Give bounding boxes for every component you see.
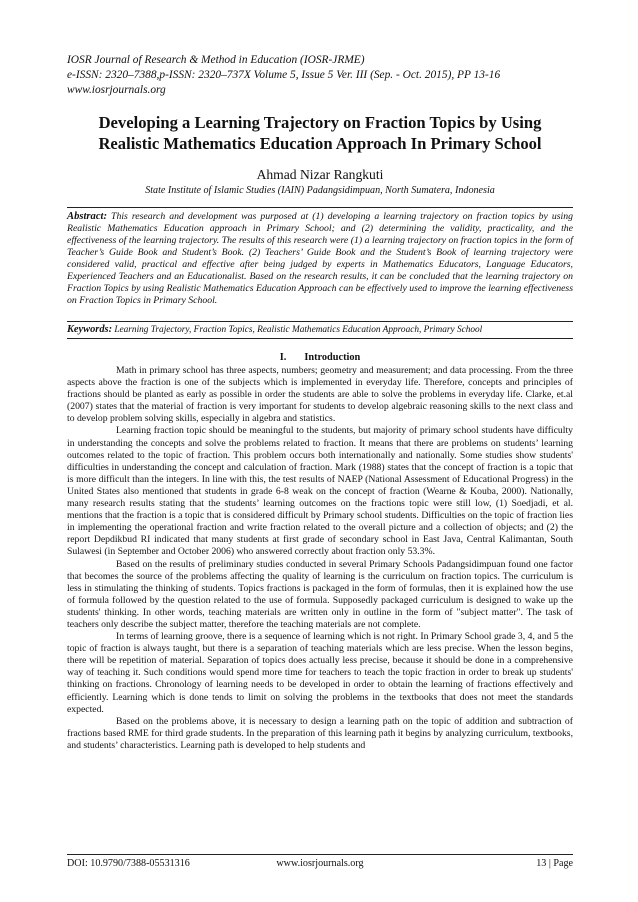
footer-rule — [67, 854, 573, 855]
keywords-label: Keywords: — [67, 324, 113, 335]
journal-header — [67, 53, 573, 98]
abstract-label: Abstract: — [67, 211, 108, 222]
journal-name: IOSR Journal of Research & Method in Education (IOSR-JRME) — [67, 54, 365, 66]
author-name: Ahmad Nizar Rangkuti — [256, 167, 384, 182]
abstract-text: This research and development was purposed at (1) developing a learning trajectory on fraction topics by using Realistic Mathematics Education approach in Primary School; and (2) determining the validity, practicality, and the effectiveness of the learning trajectory. The results of this research were (1) a learning trajectory on fraction topics in the form of Teacher’s Guide Book and Student’s Book. (2) Teachers’ Guide Book and the Student’s Book of learning trajectory were considered valid, practical and effective after being judged by experts in Mathematics Educators, Language Educators, Experienced Teachers and an Educationalist. Based on the research results, it can be concluded that the learning trajectory on Fraction Topics by using Realistic Mathematics Education Approach can be effectively used to improve the learning effectiveness on Fraction Topics in Primary School. — [67, 211, 574, 307]
paragraph: Learning fraction topic should be meaningful to the students, but majority of primary school students have difficulty in understanding the concepts and solve the problems related to fraction. It means that there are problems on students’ learning outcomes related to the topic of fraction. This problem occurs both internationally and nationally. Some studies show students' difficulties in understanding the concept and calculation of fraction. Mark (1988) states that the concept of fraction is a topic that is more difficult than the integers. In line with this, the test results of NAEP (National Assessment of Educational Progress) in the United States also mentioned that students in grade 6-8 weak on the concept of fraction (Wearne & Kouba, 2000). Nationally, many research results stating that the students’ learning outcomes on the fractions topic were still low, (1) Soedjadi, et al. mentions that the fraction is a topic that is considered difficult by Primary school students. Difficulties on the topic of fraction lies in implementing the operational fraction and write fraction related to the overall picture and a collection of objects; and (2) the report Depdikbud RI indicated that many students at first grade of secondary school in East Java, Central Kalimantan, South Sulawesi (in September and October 2006) who answered correctly about fraction only 53.3%. — [67, 425, 573, 558]
paragraph: Math in primary school has three aspects, numbers; geometry and measurement; and data processing. From the three aspects above the fraction is one of the subjects which is implemented in everyday life. Therefore, concepts and principles of fractions should be planted as early as possible in order the students are able to solve the problems in everyday life. Clarke, et.al (2007) states that the material of fraction is very important for students to develop algebraic reasoning skills to the next class and to develop problem solving skills, especially in algebra and statistics. — [67, 365, 573, 425]
paragraph: Based on the problems above, it is necessary to design a learning path on the topic of addition and subtraction of fractions based RME for third grade students. In the preparation of this learning path it begins by analyzing curriculum, textbooks, and students’ characteristics. Learning path is developed to help students and — [67, 715, 573, 751]
section-title: Introduction — [304, 352, 361, 363]
footer-doi: DOI: 10.9790/7388-05531316 — [67, 858, 190, 869]
author-affiliation: State Institute of Islamic Studies (IAIN) Padangsidimpuan, North Sumatera, Indonesia — [145, 185, 495, 196]
introduction-body — [67, 365, 573, 752]
keywords-bottom-rule — [67, 338, 573, 339]
title-line-2: Realistic Mathematics Education Approach In Primary School — [98, 133, 542, 153]
section-heading — [60, 352, 580, 363]
journal-issn: e-ISSN: 2320–7388,p-ISSN: 2320–737X Volume 5, Issue 5 Ver. III (Sep. - Oct. 2015), PP 13-16 — [67, 69, 501, 81]
journal-website[interactable]: www.iosrjournals.org — [67, 84, 166, 96]
keywords-top-rule — [67, 321, 573, 322]
paragraph: Based on the results of preliminary studies conducted in several Primary Schools Padangsidimpuan found one factor that becomes the source of the problems affecting the quality of learning is the curriculum on fraction topics. The curriculum is less in stimulating the thinking of students. Topics fractions is packaged in the form of formulas, then it is explained how the use of formula followed by the question related to the use of formula. Supposedly packaged curriculum is designed to wake up the students' thinking. In other words, teaching materials are written only in outline in the form of "subject matter". The task of teachers only describe the subject matter, therefore the teaching materials are not complete. — [67, 558, 573, 630]
paragraph: In terms of learning groove, there is a sequence of learning which is not right. In Primary School grade 3, 4, and 5 the topic of fraction is always taught, but there is a separation of teaching materials which are less precise. When the lesson begins, there will be repetition of material. Separation of topics does actually less precise, because it should be done in a comprehensive way of teaching it. Such conditions would spend more time for teachers to teach the topic fraction in order to break up students' thinking on fractions. Chronology of learning needs to be developed in order to obtain the learning of fractions effectively and efficiently. Learning which is done tends to limit on solving the problems in the textbooks that does not meet the standards expected. — [67, 631, 573, 715]
section-number: I. — [279, 352, 287, 363]
paper-title — [60, 113, 580, 154]
abstract — [67, 211, 573, 307]
footer-website[interactable]: www.iosrjournals.org — [276, 858, 364, 869]
footer-page-number: 13 | Page — [536, 858, 573, 869]
keywords-text: Learning Trajectory, Fraction Topics, Realistic Mathematics Education Approach, Primary School — [114, 325, 483, 335]
abstract-top-rule — [67, 207, 573, 208]
title-line-1: Developing a Learning Trajectory on Fraction Topics by Using — [98, 113, 542, 132]
keywords — [67, 324, 573, 336]
